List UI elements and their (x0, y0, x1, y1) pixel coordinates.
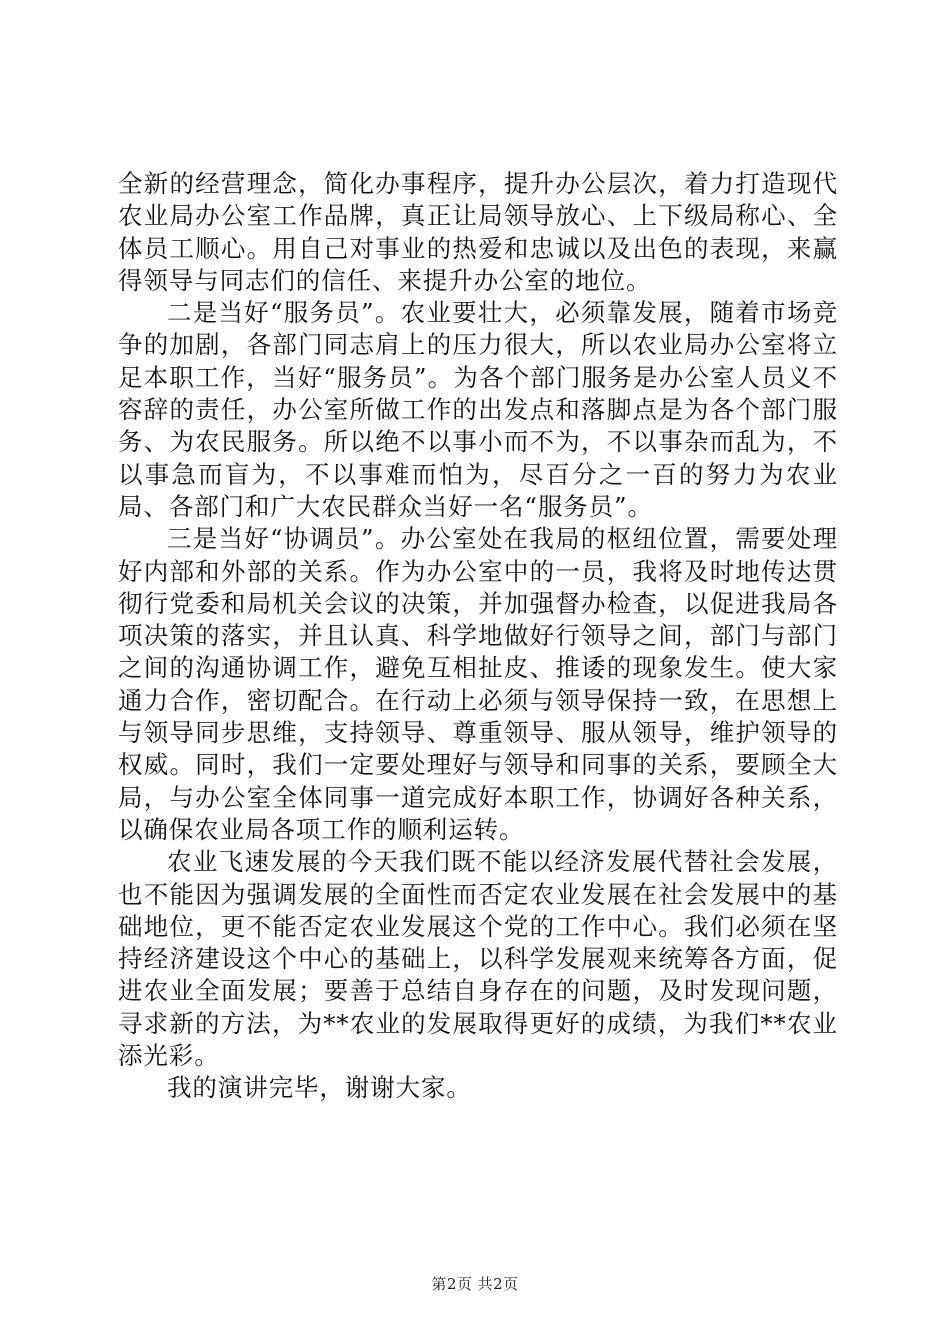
paragraph-service-role: 二是当好“服务员”。农业要壮大，必须靠发展，随着市场竞争的加剧，各部门同志肩上的压力很大，所以农业局办公室将立足本职工作，当好“服务员”。为各个部门服务是办公室人员义不容辞的责任，办公室所做工作的出发点和落脚点是为各个部门服务、为农民服务。所以绝不以事小而不为，不以事杂而乱为，不以事急而盲为，不以事难而怕为，尽百分之一百的努力为农业局、各部门和广大农民群众当好一名“服务员”。 (118, 298, 838, 521)
paragraph-continuation: 全新的经营理念，简化办事程序，提升办公层次，着力打造现代农业局办公室工作品牌，真正让局领导放心、上下级局称心、全体员工顺心。用自己对事业的热爱和忠诚以及出色的表现，来赢得领导与同志们的信任、来提升办公室的地位。 (118, 169, 838, 295)
paragraph-closing: 我的演讲完毕，谢谢大家。 (167, 1073, 472, 1103)
page-number-footer: 第2页 共2页 (431, 1275, 519, 1293)
document-body (118, 168, 838, 1105)
paragraph-agriculture-development: 农业飞速发展的今天我们既不能以经济发展代替社会发展，也不能因为强调发展的全面性而否定农业发展在社会发展中的基础地位，更不能否定农业发展这个党的工作中心。我们必须在坚持经济建设这个中心的基础上，以科学发展观来统筹各方面，促进农业全面发展；要善于总结自身存在的问题，及时发现问题，寻求新的方法，为**农业的发展取得更好的成绩，为我们**农业添光彩。 (118, 847, 838, 1071)
paragraph-coordinator-role: 三是当好“协调员”。办公室处在我局的枢纽位置，需要处理好内部和外部的关系。作为办公室中的一员，我将及时地传达贯彻行党委和局机关会议的决策，并加强督办检查，以促进我局各项决策的落实，并且认真、科学地做好行领导之间，部门与部门之间的沟通协调工作，避免互相扯皮、推诿的现象发生。使大家通力合作，密切配合。在行动上必须与领导保持一致，在思想上与领导同步思维，支持领导、尊重领导、服从领导，维护领导的权威。同时，我们一定要处理好与领导和同事的关系，要顾全大局，与办公室全体同事一道完成好本职工作，协调好各种关系，以确保农业局各项工作的顺利运转。 (118, 524, 838, 844)
